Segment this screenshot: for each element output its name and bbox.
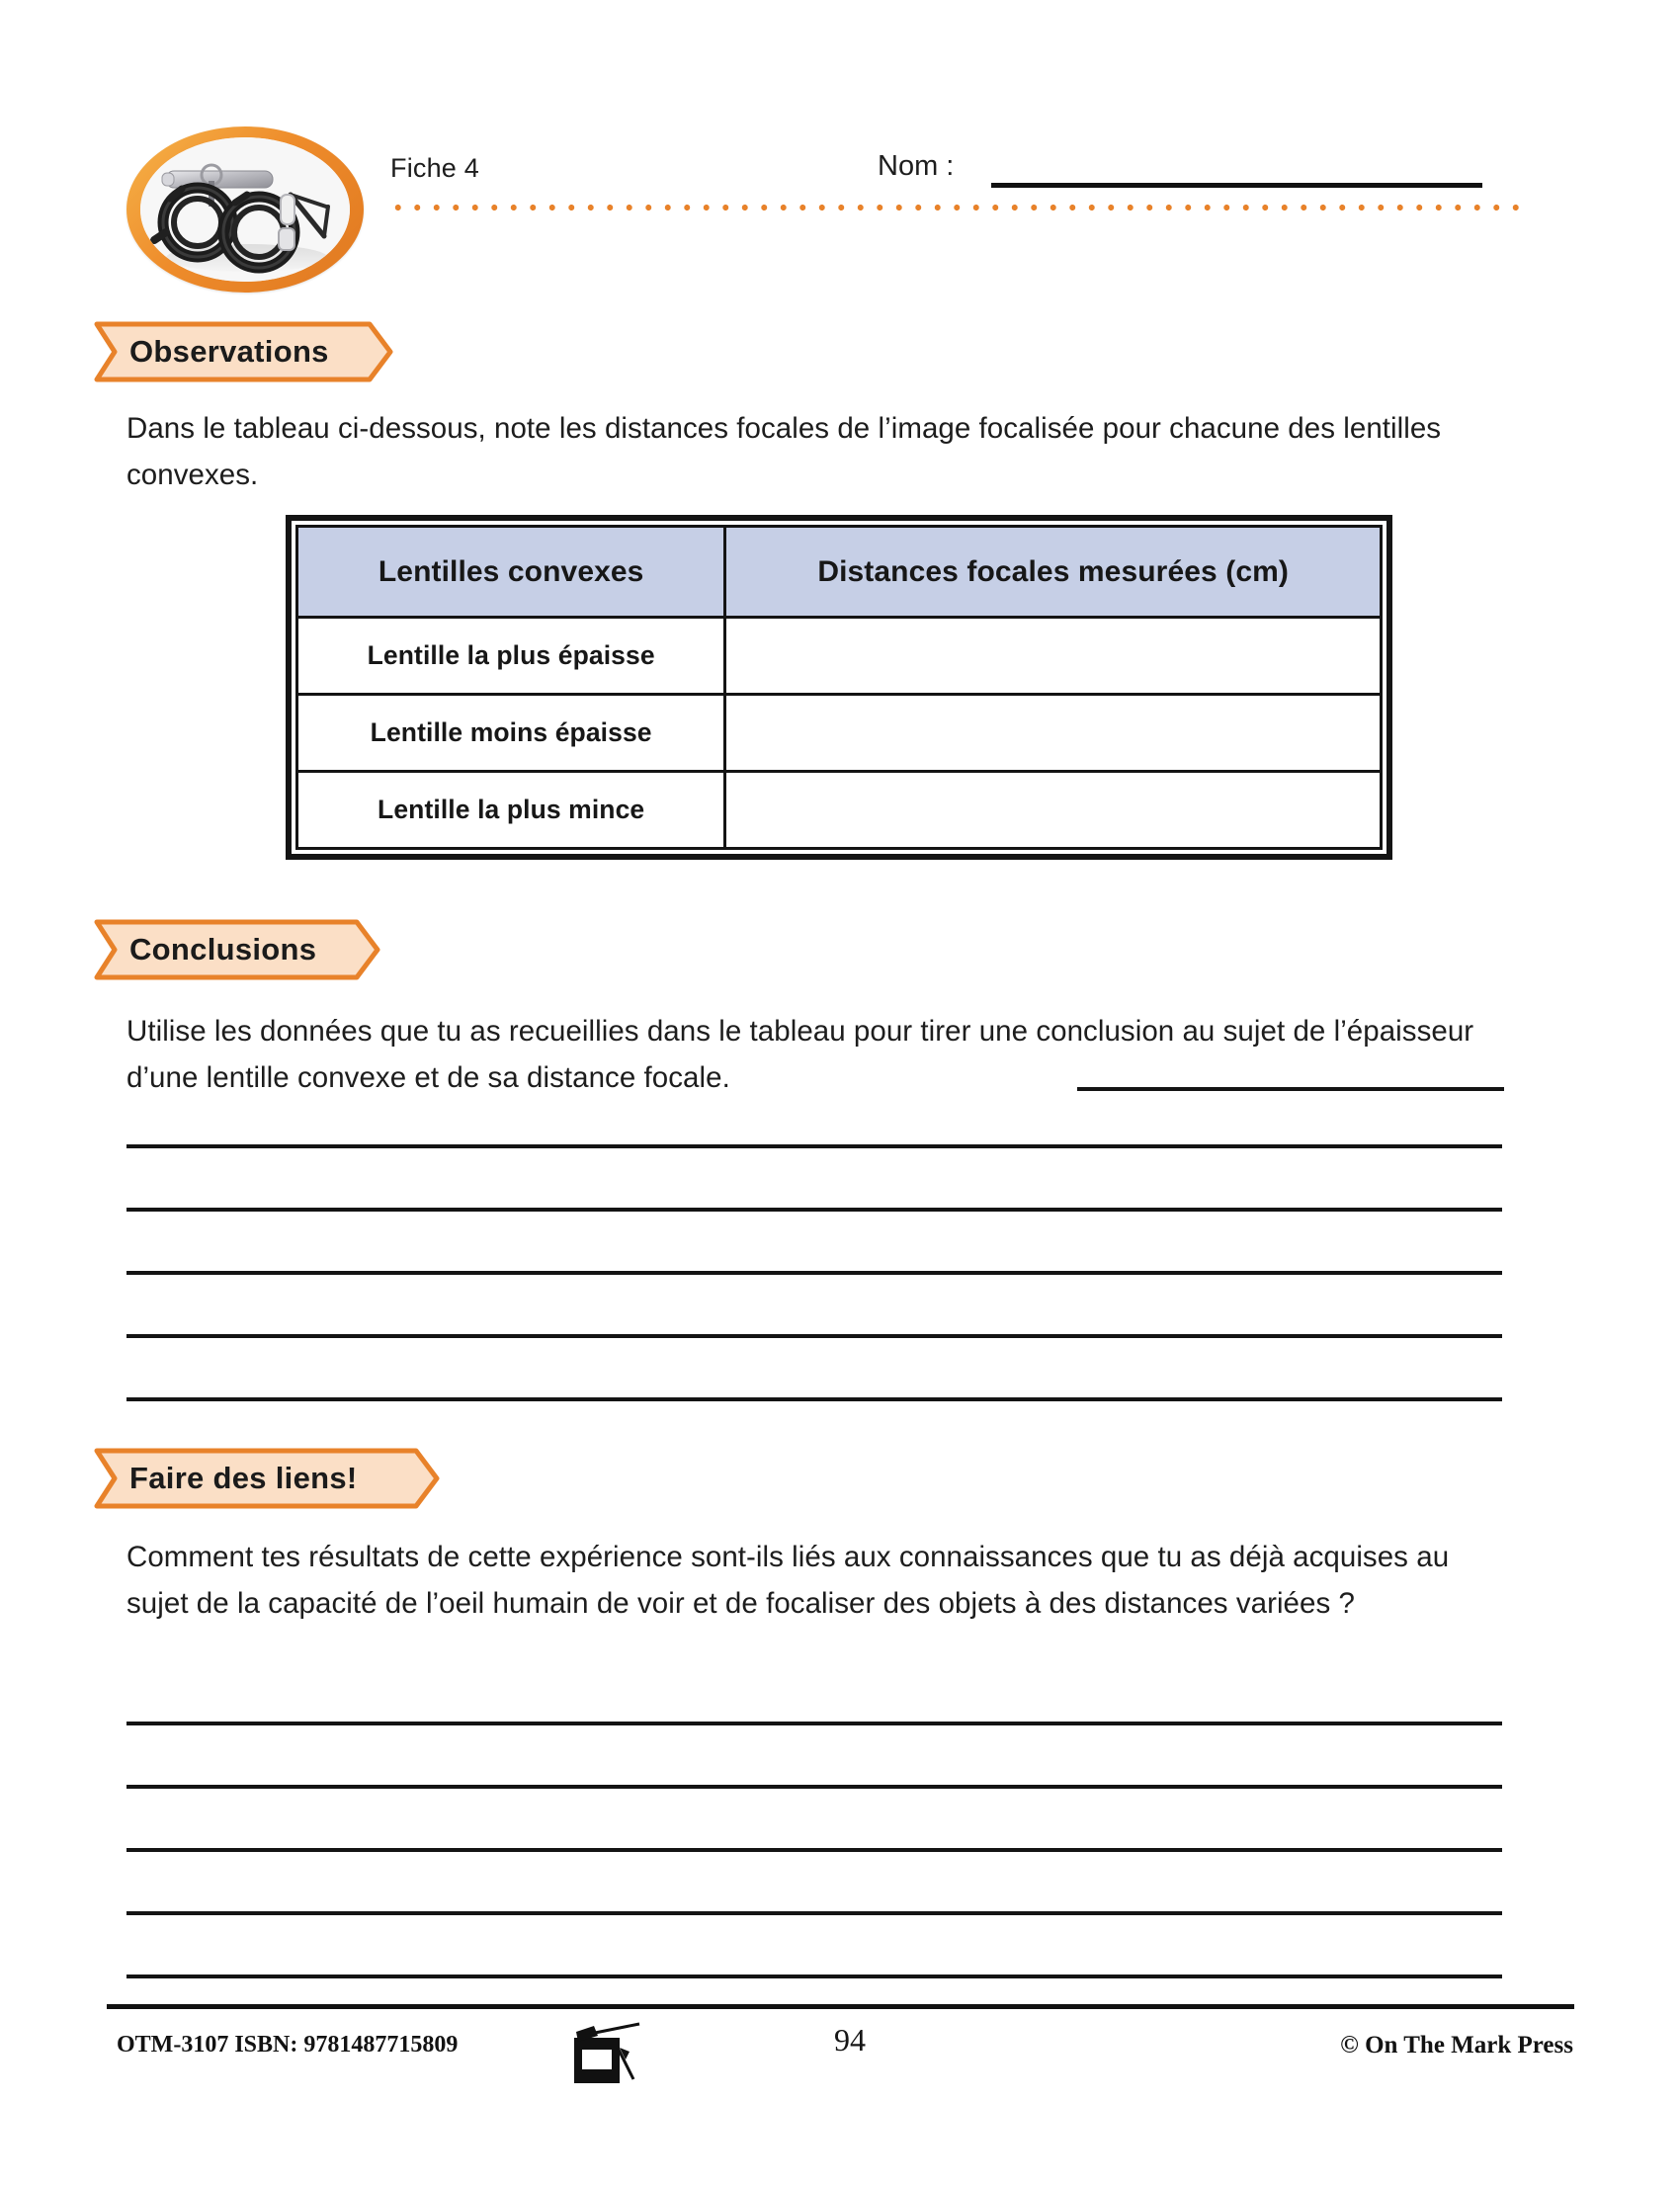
- liens-answer-line-4[interactable]: [126, 1911, 1502, 1915]
- liens-answer-line-5[interactable]: [126, 1975, 1502, 1978]
- table-row: [297, 695, 1382, 772]
- table-header-row: [297, 527, 1382, 618]
- section-banner-faire-des-liens: [94, 1448, 440, 1509]
- observations-paragraph: Dans le tableau ci-dessous, note les distances focales de l’image focalisée pour chacune des lentilles convexes.: [126, 412, 1442, 491]
- row-input-plus-mince[interactable]: [725, 772, 1382, 849]
- otm-press-logo-icon: [568, 2018, 663, 2089]
- row-input-moins-epaisse[interactable]: [725, 695, 1382, 772]
- table-row: [297, 618, 1382, 695]
- banner-label: Conclusions: [129, 932, 317, 966]
- sheet-number-label: Fiche 4: [390, 153, 479, 183]
- focal-distance-table: [286, 515, 1392, 860]
- row-label-moins-epaisse: Lentille moins épaisse: [297, 695, 725, 772]
- liens-answer-line-2[interactable]: [126, 1785, 1502, 1789]
- trial-frame-glasses-photo: [140, 137, 350, 282]
- section-banner-conclusions: [94, 919, 380, 980]
- footer-copyright: © On The Mark Press: [1340, 2032, 1573, 2059]
- row-label-plus-epaisse: Lentille la plus épaisse: [297, 618, 725, 695]
- conclusions-paragraph: Utilise les données que tu as recueillies dans le tableau pour tirer une conclusion au sujet de l’épaisseur d’une lentille convexe et de sa distance focale.: [126, 1015, 1474, 1094]
- table-header-lentilles: Lentilles convexes: [297, 527, 725, 618]
- name-field-label: Nom :: [878, 150, 955, 182]
- footer-isbn-text: OTM-3107 ISBN: 9781487715809: [117, 2032, 459, 2058]
- footer-divider: [107, 2004, 1574, 2009]
- table-header-distances: Distances focales mesurées (cm): [725, 527, 1382, 618]
- table-row: [297, 772, 1382, 849]
- banner-label: Observations: [129, 334, 329, 369]
- row-input-plus-epaisse[interactable]: [725, 618, 1382, 695]
- conclusions-answer-line-4[interactable]: [126, 1334, 1502, 1338]
- name-field-line[interactable]: [991, 183, 1482, 188]
- conclusions-answer-line-2[interactable]: [126, 1208, 1502, 1212]
- page-number: 94: [834, 2022, 866, 2058]
- row-label-plus-mince: Lentille la plus mince: [297, 772, 725, 849]
- page-header: [0, 0, 1680, 296]
- liens-answer-line-1[interactable]: [126, 1722, 1502, 1725]
- banner-label: Faire des liens!: [129, 1461, 358, 1495]
- section-banner-observations: [94, 321, 393, 382]
- conclusions-answer-line-3[interactable]: [126, 1271, 1502, 1275]
- header-badge: [126, 126, 364, 293]
- conclusions-answer-line-5[interactable]: [126, 1397, 1502, 1401]
- faire-des-liens-paragraph: Comment tes résultats de cette expérience sont-ils liés aux connaissances que tu as déjà acquises au sujet de la capacité de l’oeil humain de voir et de focaliser des objets à des distances variées ?: [126, 1541, 1450, 1620]
- liens-answer-line-3[interactable]: [126, 1848, 1502, 1852]
- conclusions-inline-answer-line[interactable]: [1077, 1087, 1504, 1091]
- dotted-divider: [388, 202, 1522, 213]
- conclusions-answer-line-1[interactable]: [126, 1144, 1502, 1148]
